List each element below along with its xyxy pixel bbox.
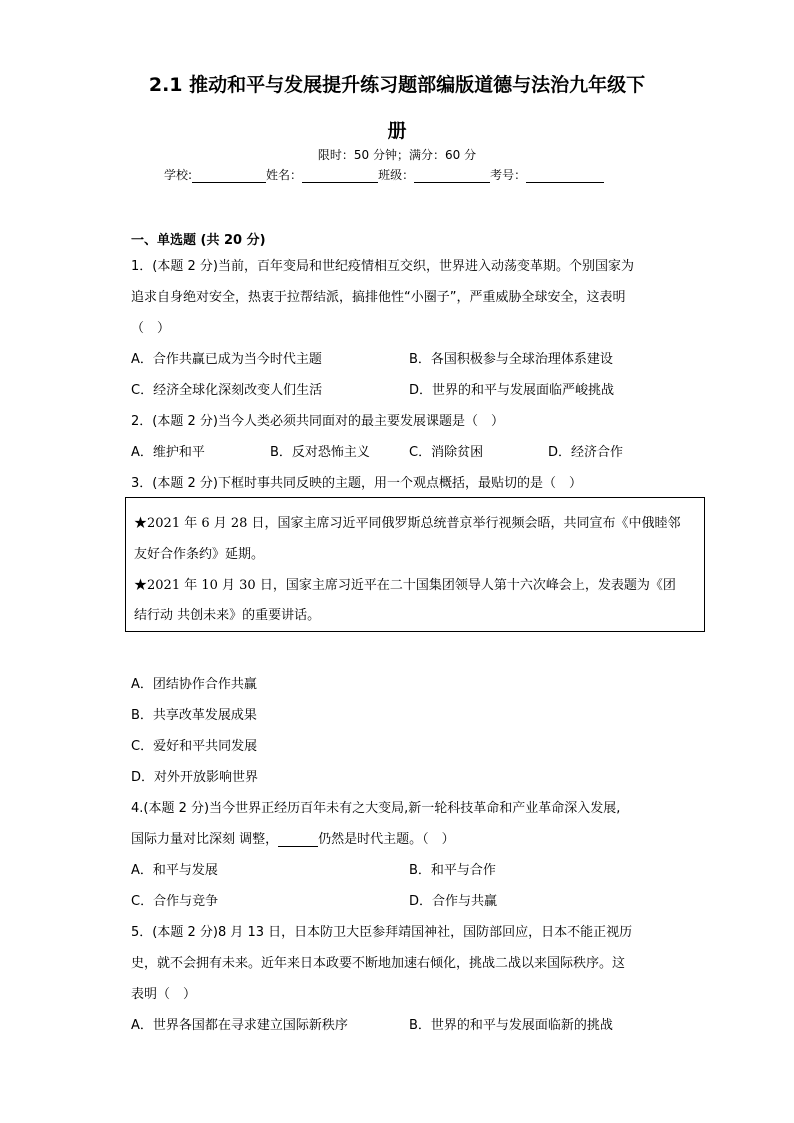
q1-option-a[interactable]: A．合作共赢已成为当今时代主题 xyxy=(131,352,322,367)
q2-option-b[interactable]: B．反对恐怖主义 xyxy=(270,445,370,460)
number-label: 考号： xyxy=(490,168,527,182)
q5-stem-line-3: 表明（ ） xyxy=(131,987,197,1002)
q1-stem-line-3: （ ） xyxy=(131,321,171,336)
q1-stem-line-2: 追求自身绝对安全，热衷于拉帮结派，搞排他性“小圈子”，严重威胁全球安全，这表明 xyxy=(131,290,626,305)
title-line-1: 2.1 推动和平与发展提升练习题部编版道德与法治九年级下 xyxy=(148,74,646,96)
q3-news-box xyxy=(125,497,705,632)
name-field[interactable] xyxy=(302,169,378,183)
q4-stem-part-b: 仍然是时代主题。（ ） xyxy=(318,832,455,847)
q5-stem-line-2: 史，就不会拥有未来。近年来日本政要不断地加速右倾化，挑战二战以来国际秩序。这 xyxy=(131,956,626,971)
q5-stem-line-1: 5．(本题 2 分)8 月 13 日，日本防卫大臣参拜靖国神社，国防部回应，日本不能正视历 xyxy=(131,925,633,940)
q4-stem-line-1: 4.(本题 2 分)当今世界正经历百年未有之大变局,新一轮科技革命和产业革命深入发展, xyxy=(131,801,621,816)
student-info-row xyxy=(164,166,604,183)
q4-blank[interactable] xyxy=(278,833,318,847)
box-line-4: 结行动 共创未来》的重要讲话。 xyxy=(134,608,321,623)
q2-stem: 2．(本题 2 分)当今人类必须共同面对的最主要发展课题是（ ） xyxy=(131,414,504,429)
document-title xyxy=(120,62,674,154)
class-field[interactable] xyxy=(414,169,490,183)
q3-option-a[interactable]: A．团结协作合作共赢 xyxy=(131,677,257,692)
q4-stem-part-a: 国际力量对比深刻 调整， xyxy=(131,832,279,847)
q3-option-d[interactable]: D．对外开放影响世界 xyxy=(131,770,259,785)
school-field[interactable] xyxy=(192,169,266,183)
school-label: 学校: xyxy=(164,168,193,182)
class-label: 班级： xyxy=(378,168,415,182)
q2-option-c[interactable]: C．消除贫困 xyxy=(409,445,484,460)
q3-option-b[interactable]: B．共享改革发展成果 xyxy=(131,708,257,723)
q2-option-d[interactable]: D．经济合作 xyxy=(548,445,624,460)
q4-option-c[interactable]: C．合作与竞争 xyxy=(131,894,219,909)
number-field[interactable] xyxy=(526,169,604,183)
exam-limits: 限时：50 分钟；满分：60 分 xyxy=(317,148,477,162)
q4-option-b[interactable]: B．和平与合作 xyxy=(409,863,496,878)
box-line-3: ★2021 年 10 月 30 日，国家主席习近平在二十国集团领导人第十六次峰会上，发表题为《团 xyxy=(134,578,676,593)
q5-option-a[interactable]: A．世界各国都在寻求建立国际新秩序 xyxy=(131,1018,348,1033)
q5-option-b[interactable]: B．世界的和平与发展面临新的挑战 xyxy=(409,1018,613,1033)
q1-stem-line-1: 1．(本题 2 分)当前，百年变局和世纪疫情相互交织，世界进入动荡变革期。个别国家为 xyxy=(131,259,634,274)
q4-stem-line-2 xyxy=(131,828,455,847)
title-line-2: 册 xyxy=(387,120,407,142)
section-title: 一、单选题 (共 20 分) xyxy=(131,233,266,248)
q4-option-a[interactable]: A．和平与发展 xyxy=(131,863,218,878)
name-label: 姓名： xyxy=(266,168,303,182)
q1-option-c[interactable]: C．经济全球化深刻改变人们生活 xyxy=(131,383,323,398)
q3-option-c[interactable]: C．爱好和平共同发展 xyxy=(131,739,258,754)
q1-option-b[interactable]: B．各国积极参与全球治理体系建设 xyxy=(409,352,613,367)
box-line-2: 友好合作条约》延期。 xyxy=(134,547,265,562)
box-line-1: ★2021 年 6 月 28 日，国家主席习近平同俄罗斯总统普京举行视频会晤，共同宣布《中俄睦邻 xyxy=(134,516,681,531)
q3-stem: 3．(本题 2 分)下框时事共同反映的主题，用一个观点概括，最贴切的是（ ） xyxy=(131,476,582,491)
q1-option-d[interactable]: D．世界的和平与发展面临严峻挑战 xyxy=(409,383,615,398)
q4-option-d[interactable]: D．合作与共赢 xyxy=(409,894,498,909)
q2-option-a[interactable]: A．维护和平 xyxy=(131,445,205,460)
